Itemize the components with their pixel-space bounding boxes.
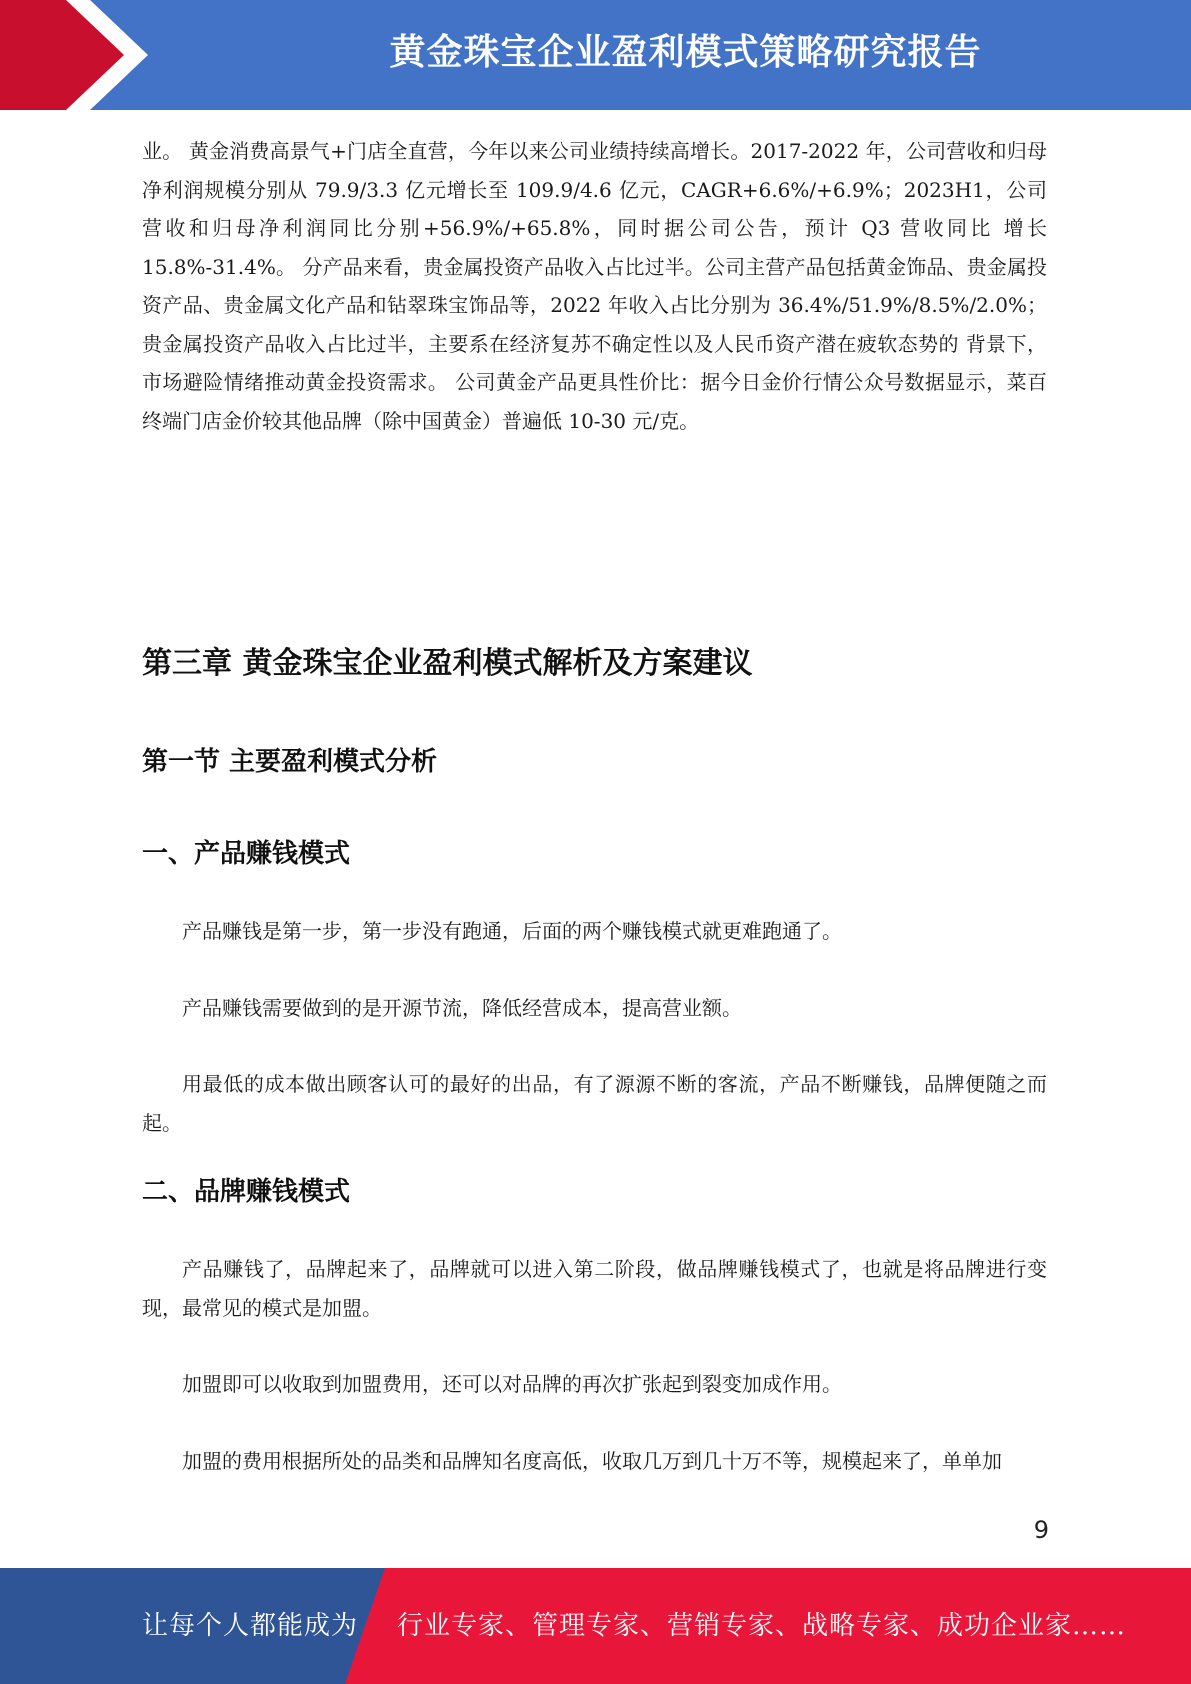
- paragraph: 产品赚钱需要做到的是开源节流，降低经营成本，提高营业额。: [182, 995, 742, 1020]
- subsection-heading-product: 一、产品赚钱模式: [142, 839, 351, 869]
- paragraph: 产品赚钱是第一步，第一步没有跑通，后面的两个赚钱模式就更难跑通了。: [182, 919, 842, 943]
- paragraph: 用最低的成本做出顾客认可的最好的出品，有了源源不断的客流，产品不断赚钱，品牌便随之而起。: [142, 1072, 1047, 1135]
- intro-paragraph: 业。 黄金消费高景气+门店全直营，今年以来公司业绩持续高增长。2017-2022 年，公司营收和归母净利润规模分别从 79.9/3.3 亿元增长至 109.9/4.6 亿元，CAGR+6.6%/+6.9%；2023H1，公司营收和归母净利润同比分别+56.9%/+65.8%，同时据公司公告，预计 Q3 营收同比 增长 15.8%-31.4%。 分产品来看，贵金属投资产品收入占比过半。公司主营产品包括黄金饰品、贵金属投资产品、贵金属文化产品和钻翠珠宝饰品等，2022 年收入占比分别为 36.4%/51.9%/8.5%/2.0%；贵金属投资产品收入占比过半，主要系在经济复苏不确定性以及人民币资产潜在疲软态势的 背景下，市场避险情绪推动黄金投资需求。 公司黄金产品更具性价比：据今日金价行情公众号数据显示，菜百终端门店金价较其他品牌（除中国黄金）普遍低 10-30 元/克。: [142, 139, 1047, 433]
- section-heading: 第一节 主要盈利模式分析: [142, 747, 438, 777]
- page-content: [142, 132, 1047, 1480]
- report-title: 黄金珠宝企业盈利模式策略研究报告: [389, 32, 982, 73]
- page-header: [0, 0, 1191, 110]
- header-chevron-accent: [0, 0, 160, 110]
- subsection-heading-brand: 二、品牌赚钱模式: [142, 1177, 351, 1207]
- page-footer: [0, 1568, 1191, 1684]
- paragraph: 加盟即可以收取到加盟费用，还可以对品牌的再次扩张起到裂变加成作用。: [182, 1372, 842, 1396]
- paragraph: 加盟的费用根据所处的品类和品牌知名度高低，收取几万到几十万不等，规模起来了，单单加: [182, 1448, 1002, 1473]
- paragraph: 产品赚钱了，品牌起来了，品牌就可以进入第二阶段，做品牌赚钱模式了，也就是将品牌进行变现，最常见的模式是加盟。: [142, 1257, 1047, 1320]
- footer-slogan-left: 让每个人都能成为: [142, 1611, 359, 1641]
- chapter-heading: 第三章 黄金珠宝企业盈利模式解析及方案建议: [142, 646, 753, 681]
- page-number: 9: [1033, 1516, 1049, 1544]
- spacer: [142, 440, 1047, 640]
- footer-slogan-right: 行业专家、管理专家、营销专家、战略专家、成功企业家……: [397, 1611, 1127, 1641]
